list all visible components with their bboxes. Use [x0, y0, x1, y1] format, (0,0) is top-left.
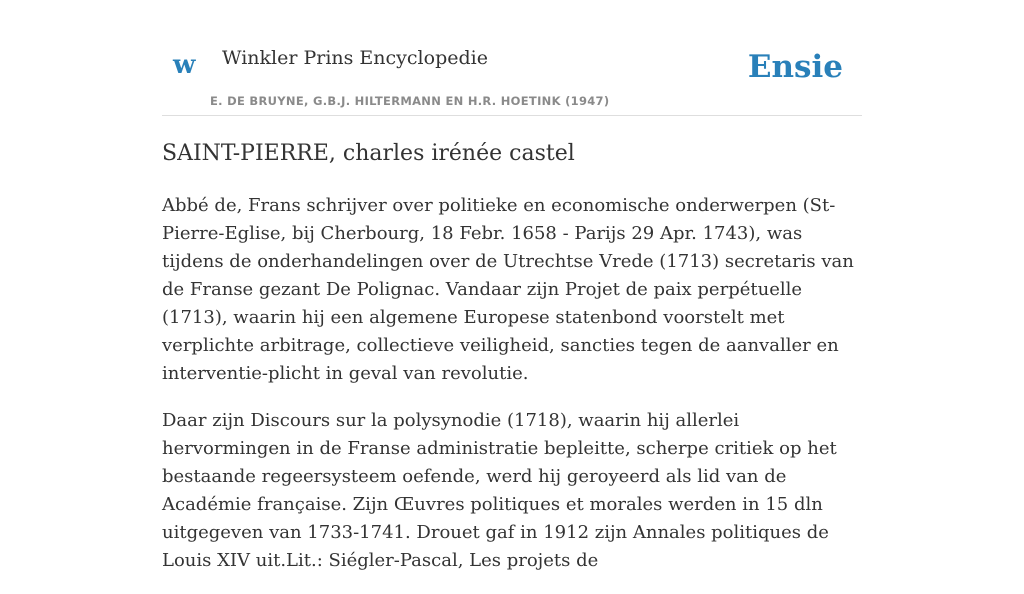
- article-paragraph: Daar zijn Discours sur la polysynodie (1718), waarin hij allerlei hervormingen in de Franse administratie bepleitte, scherpe critiek op het bestaande regeersysteem oefende, werd hij geroyeerd als lid van de Académie française. Zijn Œuvres politiques et morales werden in 15 dln uitgegeven van 1733-1741. Drouet gaf in 1912 zijn Annales politiques de Louis XIV uit.Lit.: Siégler-Pascal, Les projets de: [162, 409, 837, 571]
- ensie-logo[interactable]: Ensie: [747, 49, 843, 85]
- article: [162, 139, 868, 594]
- site-header: [162, 36, 862, 116]
- authors-byline: E. DE BRUYNE, G.B.J. HILTERMANN EN H.R. HOETINK (1947): [210, 94, 610, 108]
- site-title[interactable]: Winkler Prins Encyclopedie: [222, 47, 488, 69]
- article-paragraph: Abbé de, Frans schrijver over politieke en economische onderwerpen (St-Pierre-Eglise, bij Cherbourg, 18 Febr. 1658 - Parijs 29 Apr. 1743), was tijdens de onderhandelingen over de Utrechtse Vrede (1713) secretaris van de Franse gezant De Polignac. Vandaar zijn Projet de paix perpétuelle (1713), waarin hij een algemene Europese statenbond voorstelt met verplichte arbitrage, collectieve veiligheid, sancties tegen de aanvaller en interventie-plicht in geval van revolutie.: [162, 194, 854, 384]
- winkler-prins-logo[interactable]: w: [173, 50, 196, 80]
- article-title: SAINT-PIERRE, charles irénée castel: [162, 141, 575, 166]
